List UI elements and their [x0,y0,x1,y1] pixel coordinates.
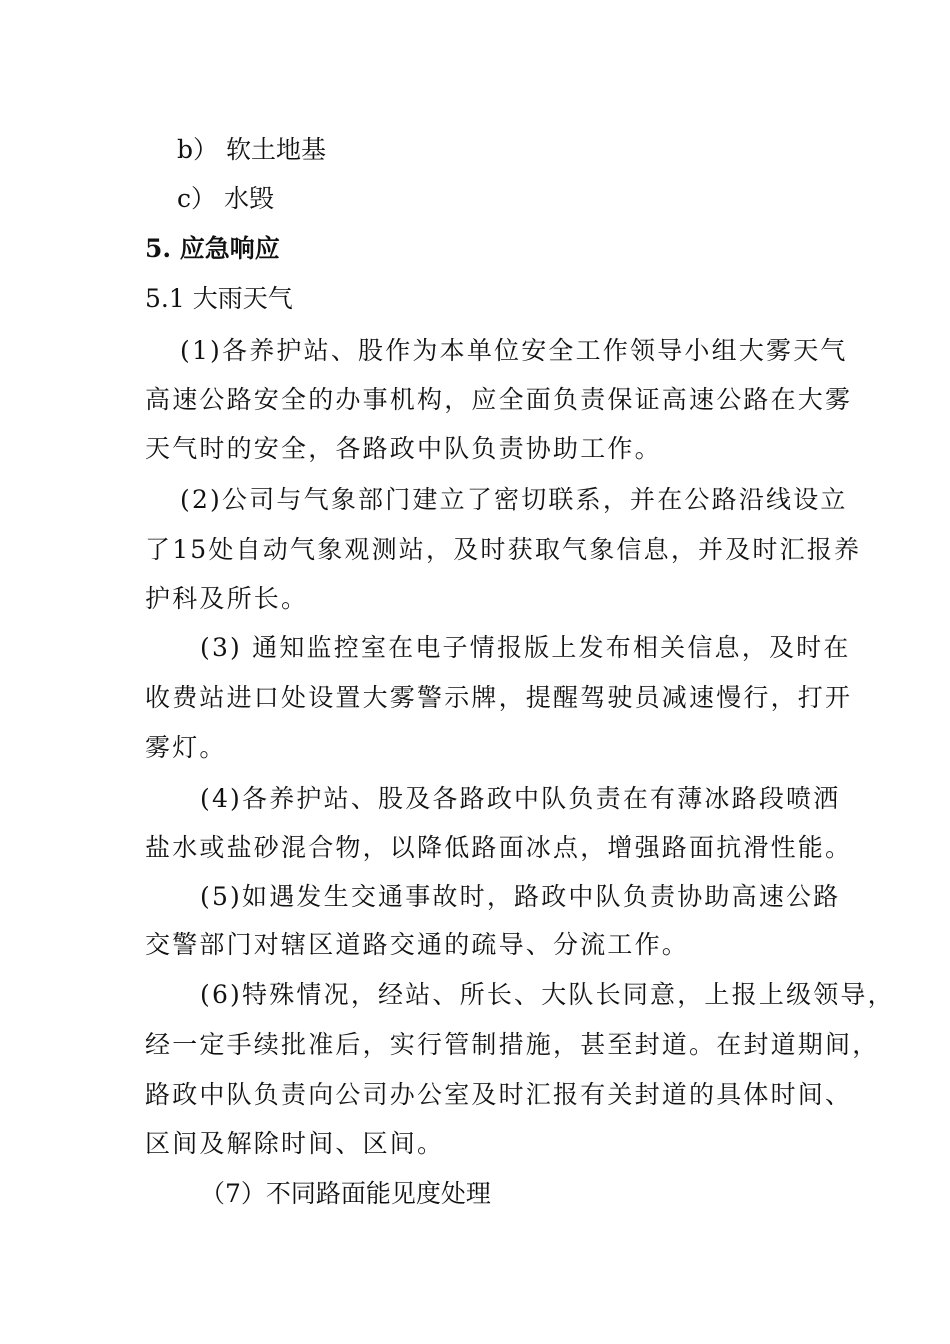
paragraph-6-line-3: 路政中队负责向公司办公室及时汇报有关封道的具体时间、 [145,1080,853,1109]
section-heading-5: 5. 应急响应 [145,234,280,263]
paragraph-6-line-2: 经一定手续批准后，实行管制措施，甚至封道。在封道期间， [145,1030,880,1059]
paragraph-4-line-1: (4)各养护站、股及各路政中队负责在有薄冰路段喷洒 [200,784,841,813]
paragraph-1-line-3: 天气时的安全，各路政中队负责协助工作。 [145,434,662,463]
paragraph-1-line-1: (1)各养护站、股作为本单位安全工作领导小组大雾天气 [180,336,848,365]
paragraph-2-line-1: (2)公司与气象部门建立了密切联系，并在公路沿线设立 [180,485,848,514]
paragraph-5-line-2: 交警部门对辖区道路交通的疏导、分流工作。 [145,930,690,959]
section-heading-5-1: 5.1 大雨天气 [145,284,293,313]
paragraph-3-line-3: 雾灯。 [145,733,227,762]
paragraph-2-line-2: 了15处自动气象观测站，及时获取气象信息，并及时汇报养 [145,535,862,564]
paragraph-6-line-1: (6)特殊情况，经站、所长、大队长同意，上报上级领导， [200,980,895,1009]
paragraph-1-line-2: 高速公路安全的办事机构，应全面负责保证高速公路在大雾 [145,385,853,414]
paragraph-6-line-4: 区间及解除时间、区间。 [145,1129,445,1158]
paragraph-3-line-2: 收费站进口处设置大雾警示牌，提醒驾驶员减速慢行，打开 [145,683,853,712]
paragraph-5-line-1: (5)如遇发生交通事故时，路政中队负责协助高速公路 [200,882,841,911]
paragraph-3-line-1: (3) 通知监控室在电子情报版上发布相关信息，及时在 [200,633,851,662]
list-item-b: b） 软土地基 [177,135,326,164]
paragraph-7-line-1: （7）不同路面能见度处理 [200,1179,491,1208]
list-item-c: c） 水毁 [177,184,274,213]
paragraph-4-line-2: 盐水或盐砂混合物，以降低路面冰点，增强路面抗滑性能。 [145,833,853,862]
paragraph-2-line-3: 护科及所长。 [145,584,309,613]
